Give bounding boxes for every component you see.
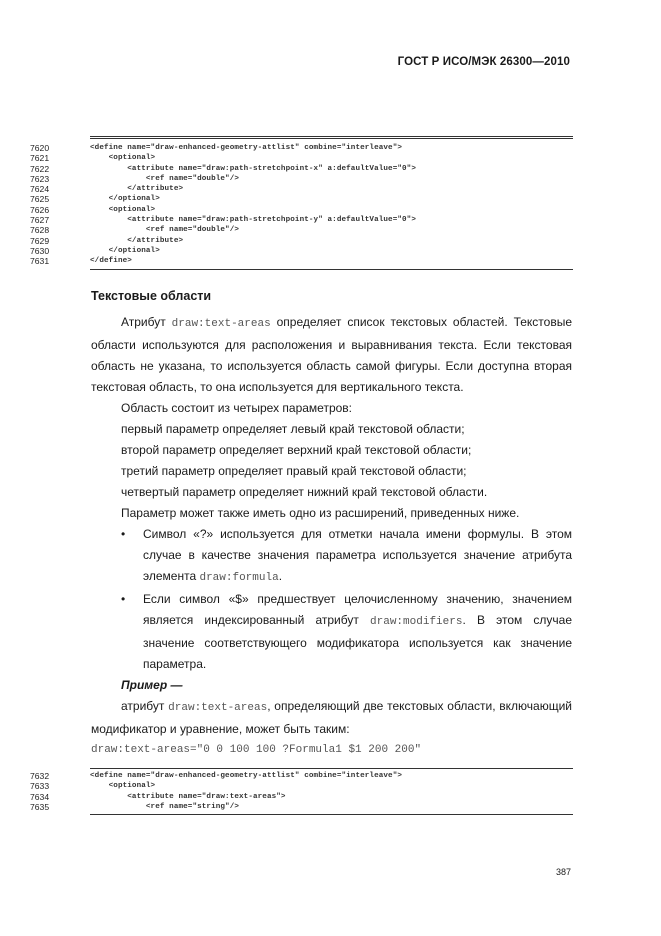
code-text: <attribute name="draw:path-stretchpoint-y" a:defaultValue="0"> (90, 216, 416, 225)
code-text: <ref name="string"/> (90, 802, 240, 811)
code-line (30, 215, 573, 225)
body-text (91, 312, 572, 761)
example-label: Пример — (121, 678, 183, 692)
code-inline: draw:text-areas (168, 702, 268, 714)
code-line (30, 236, 573, 246)
text: атрибут (121, 699, 169, 713)
code-line (30, 802, 573, 812)
line-number: 7635 (30, 801, 50, 812)
code-text: </optional> (90, 246, 160, 255)
code-text: <attribute name="draw:text-areas"> (90, 792, 286, 801)
code-lines (30, 771, 573, 812)
code-line (30, 781, 573, 791)
line-number: 7627 (30, 215, 50, 226)
line-number: 7626 (30, 204, 50, 215)
param-item: второй параметр определяет верхний край текстовой области; (121, 443, 472, 457)
text: . В этом случае значение соответствующего модификатора используется как значение параметра. (143, 613, 572, 671)
line-number: 7623 (30, 173, 50, 184)
code-text: </attribute> (90, 185, 184, 194)
code-inline: draw:text-areas (171, 318, 271, 330)
code-listing-2 (30, 768, 573, 815)
line-number: 7633 (30, 781, 50, 792)
paragraph-params-intro: Область состоит из четырех параметров: (121, 401, 353, 415)
param-item: третий параметр определяет правый край текстовой области; (121, 464, 467, 478)
document-header: ГОСТ Р ИСО/МЭК 26300—2010 (397, 56, 570, 68)
section-title: Текстовые области (91, 289, 212, 303)
code-line (30, 174, 573, 184)
text: Атрибут (121, 315, 172, 329)
code-line (30, 256, 573, 266)
text: , определяющий две текстовых области, включающий модификатор и уравнение, может быть таким: (91, 699, 572, 736)
code-line (30, 184, 573, 194)
line-number: 7624 (30, 184, 50, 195)
code-inline: draw:modifiers (370, 616, 463, 628)
bullet-mark: • (121, 527, 126, 541)
line-number: 7620 (30, 143, 50, 153)
code-text: </attribute> (90, 236, 184, 245)
param-item: первый параметр определяет левый край текстовой области; (121, 422, 465, 436)
example-text (91, 696, 572, 740)
formula-example: draw:text-areas="0 0 100 100 ?Formula1 $1 200 200" (91, 744, 422, 756)
code-text: <ref name="double"/> (90, 226, 240, 235)
code-text: <optional> (90, 154, 156, 163)
text: Если символ «$» предшествует целочисленному значению, значением является индексированный атрибут (143, 592, 572, 627)
code-text: </define> (90, 257, 132, 266)
code-line (30, 153, 573, 163)
text: определяет список текстовых областей. Текстовые области используются для расположения и выравнивания текста. Если текстовая область не указана, то используется область самой фигуры. Если доступна вторая текстовая область, то она используется для вертикального текста. (91, 315, 572, 394)
paragraph-description (91, 312, 572, 398)
code-bottom-rule (90, 269, 573, 270)
bullet-item (91, 524, 572, 589)
code-line (30, 792, 573, 802)
page-number: 387 (556, 867, 572, 877)
line-number: 7622 (30, 163, 50, 174)
line-number: 7629 (30, 235, 50, 246)
text: . (278, 569, 283, 583)
code-listing-1 (30, 136, 573, 270)
line-number: 7625 (30, 194, 50, 205)
code-bottom-rule (90, 814, 573, 815)
code-text: <define name="draw-enhanced-geometry-attlist" combine="interleave"> (90, 772, 403, 780)
code-text: <optional> (90, 205, 156, 214)
code-line (30, 194, 573, 204)
line-number: 7621 (30, 153, 50, 164)
code-text: </optional> (90, 195, 160, 204)
code-line (30, 246, 573, 256)
line-number: 7631 (30, 256, 50, 267)
line-number: 7634 (30, 791, 50, 802)
code-text: <ref name="double"/> (90, 174, 240, 183)
code-line (30, 771, 573, 781)
code-line (30, 205, 573, 215)
paragraph-extensions: Параметр может также иметь одно из расширений, приведенных ниже. (121, 506, 520, 520)
code-line (30, 164, 573, 174)
param-item: четвертый параметр определяет нижний край текстовой области. (121, 485, 488, 499)
line-number: 7632 (30, 771, 50, 781)
text: Символ «?» используется для отметки начала имени формулы. В этом случае в качестве значения параметра используется значение атрибута элемента (143, 527, 572, 583)
code-line (30, 143, 573, 153)
code-lines (30, 143, 573, 267)
code-text: <define name="draw-enhanced-geometry-attlist" combine="interleave"> (90, 144, 403, 152)
code-text: <attribute name="draw:path-stretchpoint-x" a:defaultValue="0"> (90, 164, 416, 173)
bullet-mark: • (121, 592, 126, 606)
code-inline: draw:formula (199, 572, 279, 584)
code-text: <optional> (90, 782, 156, 791)
line-number: 7630 (30, 245, 50, 256)
line-number: 7628 (30, 225, 50, 236)
code-line (30, 225, 573, 235)
bullet-item (91, 589, 572, 675)
